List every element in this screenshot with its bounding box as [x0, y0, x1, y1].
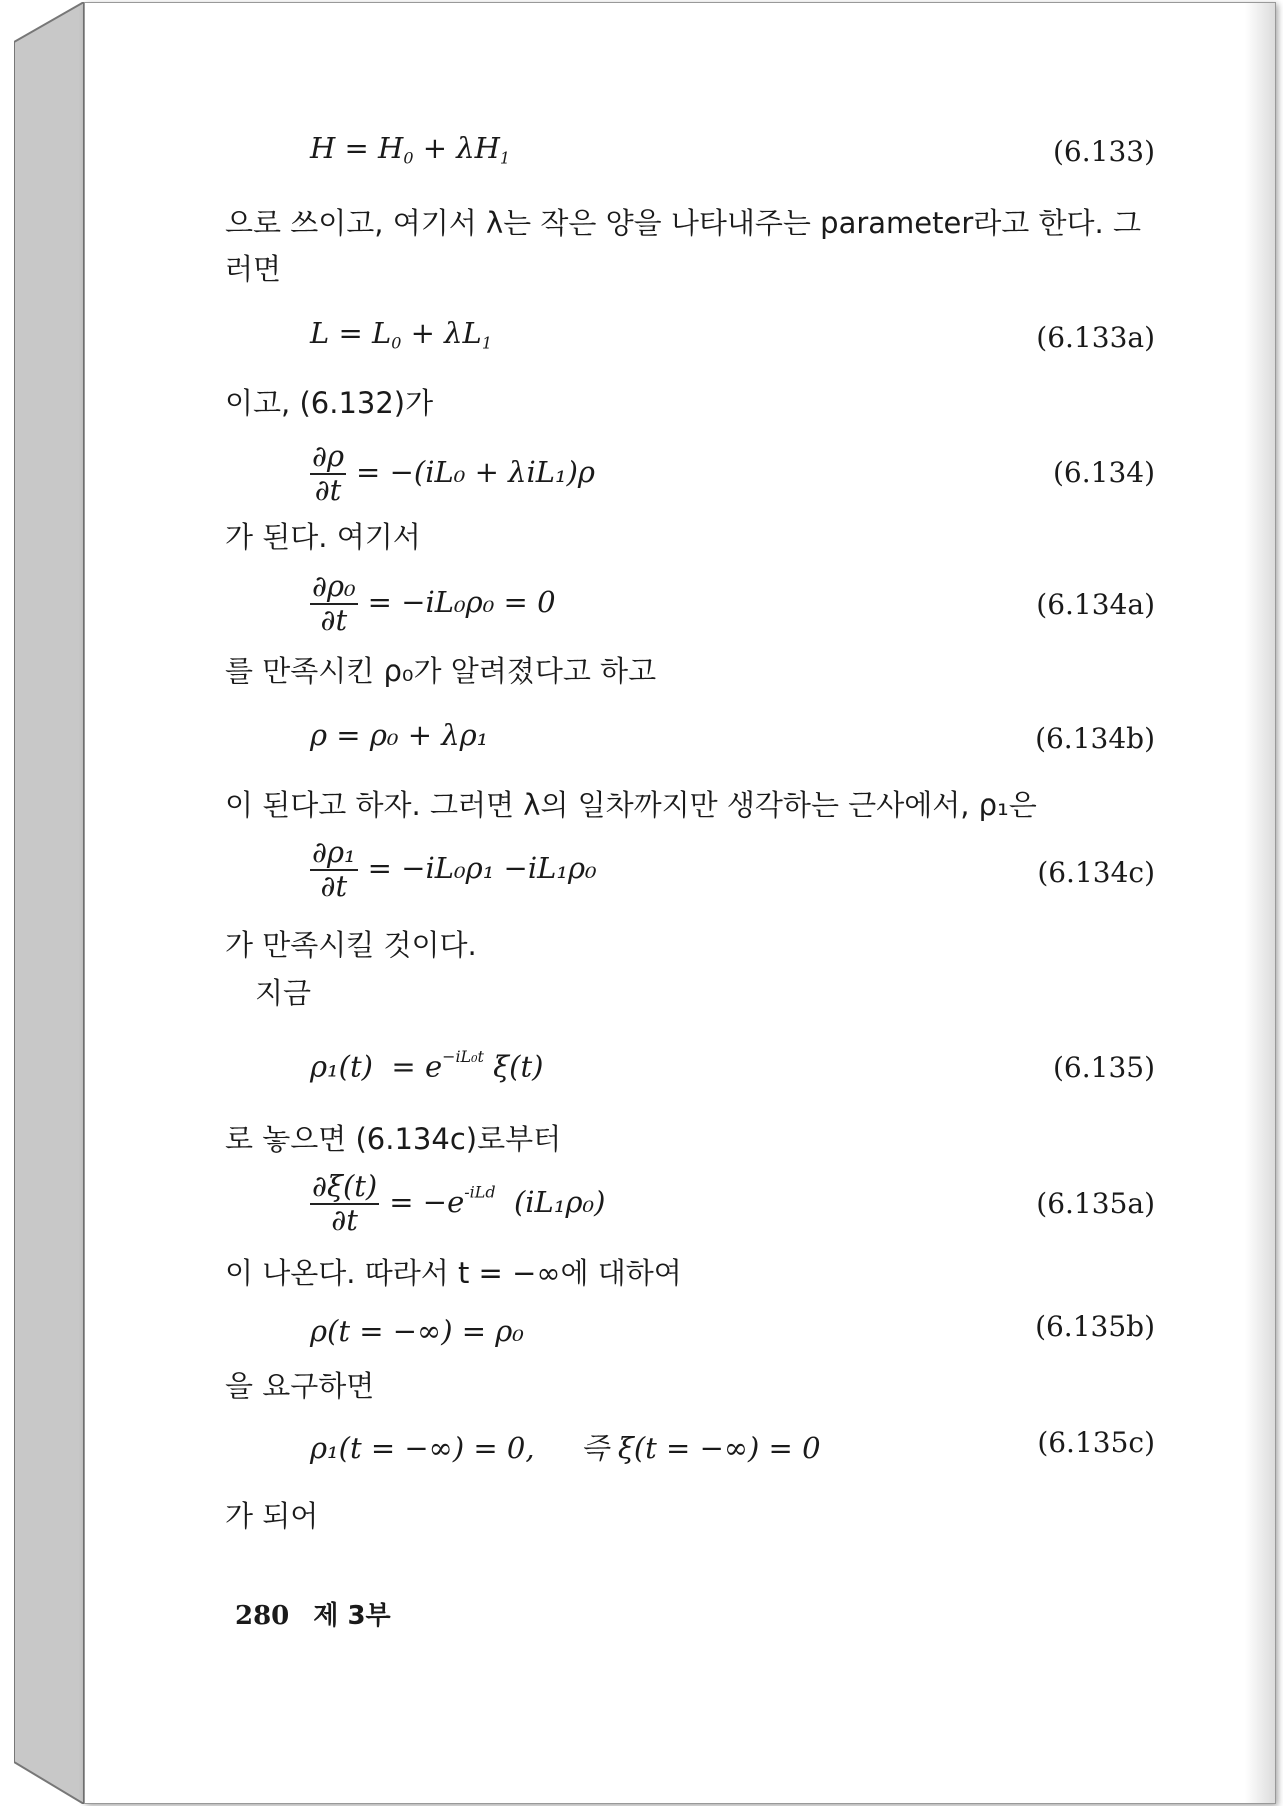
equation-6-135c: ρ₁(t = −∞) = 0, 즉 ξ(t = −∞) = 0 [310, 1431, 821, 1465]
equation-number: (6.134c) [1037, 856, 1155, 889]
body-text: 으로 쓰이고, 여기서 λ는 작은 양을 나타내주는 parameter라고 한다. 그 [225, 206, 1141, 240]
fraction: $\frac{\partial\rho}{\partial t}$ [312, 439, 345, 507]
equation-6-135: $\rho_1(t) = e^{-iL_0t}$ ξ(t) [310, 1047, 544, 1084]
equation-number: (6.135c) [1037, 1426, 1155, 1459]
fraction: $\frac{\text{∂ρ₁}}{\partial t}$ [312, 835, 356, 903]
equation-6-134: $\frac{\partial\rho}{\partial t}$ = −(iL₀ + λiL₁)ρ [312, 439, 595, 507]
equation-6-134a: $\frac{\text{∂ρ₀}}{\partial t}$ = −iL₀ρ₀ = 0 [312, 569, 556, 637]
equation-number: (6.135a) [1036, 1187, 1155, 1220]
fraction: $\frac{\partial\xi(t)}{\partial t}$ [312, 1169, 378, 1237]
equation-number: (6.134b) [1035, 722, 1155, 755]
body-text: 이 나온다. 따라서 t = −∞에 대하여 [225, 1256, 682, 1290]
equation-6-134c: $\frac{\text{∂ρ₁}}{\partial t}$ = −iL₀ρ₁ −iL₁ρ₀ [312, 835, 597, 903]
equation-6-133a: $L = L_0 + \lambda L_1$ [310, 316, 492, 353]
book-spine [14, 2, 84, 1804]
page-number: 280 [235, 1601, 290, 1631]
body-text: 러면 [225, 252, 282, 286]
body-text: 이 된다고 하자. 그러면 λ의 일차까지만 생각하는 근사에서, ρ₁은 [225, 788, 1037, 822]
body-text: 로 놓으면 (6.134c)로부터 [225, 1122, 562, 1156]
body-text: 을 요구하면 [225, 1369, 375, 1403]
equation-number: (6.134a) [1036, 588, 1155, 621]
body-text: 가 된다. 여기서 [225, 520, 421, 554]
fraction: $\frac{\text{∂ρ₀}}{\partial t}$ [312, 569, 356, 637]
body-text: 지금 [255, 976, 312, 1010]
equation-number: (6.133) [1052, 135, 1155, 168]
page-edge-shadow [1245, 3, 1275, 1803]
equation-number: (6.135) [1052, 1051, 1155, 1084]
book-page [84, 2, 1276, 1804]
equation-number: (6.133a) [1036, 321, 1155, 354]
body-text: 가 되어 [225, 1499, 319, 1533]
page-footer [235, 1595, 415, 1632]
equation-6-133: $H = H_0 + \lambda H_1$ [310, 131, 511, 168]
equation-6-135a: $\frac{\partial\xi(t)}{\partial t}$ = $-e^{-iLd}$ (iL₁ρ₀) [312, 1169, 606, 1237]
equation-6-134b: ρ = ρ₀ + λρ₁ [310, 718, 489, 752]
equation-6-135b: ρ(t = −∞) = ρ₀ [310, 1314, 524, 1348]
equation-number: (6.134) [1052, 456, 1155, 489]
body-text: 이고, (6.132)가 [225, 386, 434, 420]
equation-number: (6.135b) [1035, 1310, 1155, 1343]
body-text: 가 만족시킬 것이다. [225, 928, 477, 962]
part-label: 제 3부 [313, 1601, 391, 1631]
body-text: 를 만족시킨 ρ₀가 알려졌다고 하고 [225, 654, 657, 688]
